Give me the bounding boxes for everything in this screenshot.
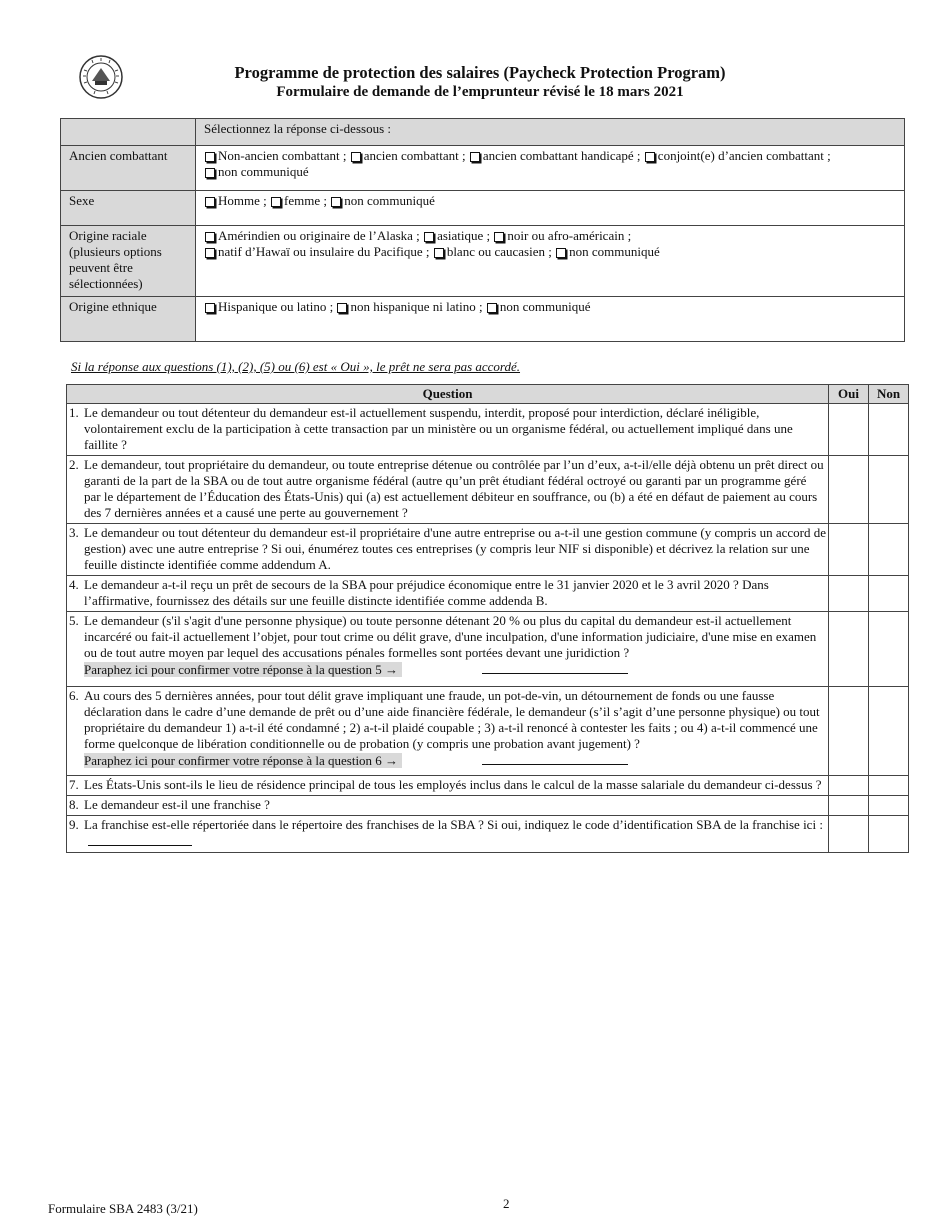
question-cell	[67, 612, 829, 687]
answer-yes-cell-6[interactable]	[829, 687, 869, 776]
yes-column-header: Oui	[829, 385, 869, 404]
ethnicity-option-label: Hispanique ou latino ;	[218, 299, 334, 314]
race-asian-checkbox[interactable]	[424, 232, 434, 242]
form-identifier: Formulaire SBA 2483 (3/21)	[48, 1201, 198, 1216]
answer-no-cell-8[interactable]	[869, 796, 909, 816]
answer-yes-cell-4[interactable]	[829, 576, 869, 612]
race-option-label: noir ou afro-américain ;	[507, 228, 632, 243]
answer-yes-cell-9[interactable]	[829, 816, 869, 853]
question-row-4	[67, 576, 909, 612]
question-cell	[67, 776, 829, 796]
race-black-checkbox[interactable]	[494, 232, 504, 242]
answer-yes-cell-2[interactable]	[829, 456, 869, 524]
question-number: 5.	[69, 613, 79, 628]
ethnicity-options	[196, 297, 905, 342]
sex-options	[196, 191, 905, 226]
question-text: Le demandeur a-t-il reçu un prêt de secours de la SBA pour préjudice économique entre le 31 janvier 2020 et le 3 avril 2020 ? Dans l’affirmative, fournissez des détails sur une feuille distincte identifiée comme addenda B.	[84, 577, 769, 608]
veteran-option-label: Non-ancien combattant ;	[218, 148, 347, 163]
answer-no-cell-7[interactable]	[869, 776, 909, 796]
veteran-spouse-checkbox[interactable]	[645, 152, 655, 162]
race-pacific-islander-checkbox[interactable]	[205, 248, 215, 258]
sex-row	[61, 191, 905, 226]
franchise-code-field[interactable]	[88, 833, 192, 846]
question-cell	[67, 456, 829, 524]
question-column-header: Question	[67, 385, 829, 404]
demographics-header-blank	[61, 119, 196, 146]
demographics-table	[60, 118, 905, 342]
veteran-non-checkbox[interactable]	[205, 152, 215, 162]
race-option-label: non communiqué	[569, 244, 660, 259]
question-number: 8.	[69, 797, 79, 812]
answer-yes-cell-7[interactable]	[829, 776, 869, 796]
question-number: 9.	[69, 817, 79, 832]
veteran-option-label: ancien combattant handicapé ;	[482, 148, 641, 163]
answer-yes-cell-3[interactable]	[829, 524, 869, 576]
document-subtitle: Formulaire de demande de l’emprunteur révisé le 18 mars 2021	[276, 84, 684, 100]
question-number: 3.	[69, 525, 79, 540]
answer-no-cell-3[interactable]	[869, 524, 909, 576]
answer-no-cell-2[interactable]	[869, 456, 909, 524]
question-text: La franchise est-elle répertoriée dans le répertoire des franchises de la SBA ? Si oui, indiquez le code d’identification SBA de la franchise ici :	[84, 817, 823, 832]
question-text: Le demandeur ou tout détenteur du demandeur est-il propriétaire d'une autre entreprise ou a-t-il une gestion commune (y compris un accord de gestion) avec une autre entreprise ? Si oui, énumérez toutes ces entreprises (y compris leur NIF si disponible) et décrivez la relation sur une feuille distincte identifiée comme addendum A.	[84, 525, 826, 572]
race-option-label: asiatique ;	[437, 228, 491, 243]
question-cell	[67, 524, 829, 576]
demographics-header-row	[61, 119, 905, 146]
question-row-9	[67, 816, 909, 853]
sex-option-label: Homme ;	[218, 193, 267, 208]
question-row-2	[67, 456, 909, 524]
veteran-label: Ancien combattant	[61, 146, 196, 191]
initial-field-q5[interactable]	[482, 661, 628, 674]
veteran-yes-checkbox[interactable]	[351, 152, 361, 162]
initial-prompt-q5: Paraphez ici pour confirmer votre réponse à la question 5 →	[84, 662, 402, 677]
sex-male-checkbox[interactable]	[205, 197, 215, 207]
question-row-1	[67, 404, 909, 456]
question-number: 6.	[69, 688, 79, 703]
question-cell	[67, 576, 829, 612]
veteran-options	[196, 146, 905, 191]
answer-yes-cell-1[interactable]	[829, 404, 869, 456]
question-text: Le demandeur (s'il s'agit d'une personne physique) ou toute personne détenant 20 % ou plus du capital du demandeur est-il actuellement incarcéré ou fait-il actuellement l’objet, pour tout crime ou délit grave, d'une inculpation, d'une information judiciaire, d'une mise en examen ou de tout autre moyen par lequel des accusations pénales formelles sont portées devant une juridiction ?	[84, 613, 817, 660]
question-row-8	[67, 796, 909, 816]
question-number: 1.	[69, 405, 79, 420]
sex-undisclosed-checkbox[interactable]	[331, 197, 341, 207]
sba-seal-logo	[78, 54, 124, 100]
sex-label: Sexe	[61, 191, 196, 226]
denial-warning: Si la réponse aux questions (1), (2), (5) ou (6) est « Oui », le prêt ne sera pas accordé.	[71, 359, 521, 374]
question-cell	[67, 687, 829, 776]
ethnicity-hispanic-checkbox[interactable]	[205, 303, 215, 313]
answer-no-cell-1[interactable]	[869, 404, 909, 456]
veteran-option-label: non communiqué	[218, 164, 309, 179]
question-text: Les États-Unis sont-ils le lieu de résidence principal de tous les employés inclus dans le calcul de la masse salariale du demandeur ci-dessus ?	[84, 777, 822, 792]
question-text: Au cours des 5 dernières années, pour tout délit grave impliquant une fraude, un pot-de-vin, un détournement de fonds ou une fausse déclaration dans le cadre d’une demande de prêt ou d’une aide financière fédérale, le demandeur (s’il s’agit d’une personne physique) ou tout propriétaire du demandeur 1) a-t-il été condamné ; 2) a-t-il plaidé coupable ; 3) a-t-il renoncé à contester les faits ; ou 4) a-t-il commencé une forme quelconque de libération conditionnelle ou de probation (y compris une probation avant jugement) ?	[84, 688, 820, 751]
question-cell	[67, 404, 829, 456]
initial-field-q6[interactable]	[482, 752, 628, 765]
race-option-label: blanc ou caucasien ;	[446, 244, 552, 259]
document-header	[160, 63, 800, 101]
question-number: 2.	[69, 457, 79, 472]
veteran-option-label: conjoint(e) d’ancien combattant ;	[657, 148, 831, 163]
ethnicity-option-label: non communiqué	[499, 299, 591, 314]
race-options	[196, 226, 905, 297]
question-text: Le demandeur ou tout détenteur du demandeur est-il actuellement suspendu, interdit, proposé pour interdiction, déclaré inéligible, volontairement exclu de la participation à cette transaction par un ministère ou un organisme fédéral, ou actuellement impliqué dans une faillite ?	[84, 405, 793, 452]
ethnicity-label: Origine ethnique	[61, 297, 196, 342]
answer-yes-cell-8[interactable]	[829, 796, 869, 816]
questions-header-row	[67, 385, 909, 404]
ethnicity-non-hispanic-checkbox[interactable]	[337, 303, 347, 313]
question-row-3	[67, 524, 909, 576]
sex-option-label: femme ;	[284, 193, 327, 208]
race-row	[61, 226, 905, 297]
sex-option-label: non communiqué	[344, 193, 435, 208]
ethnicity-row	[61, 297, 905, 342]
question-cell	[67, 796, 829, 816]
answer-yes-cell-5[interactable]	[829, 612, 869, 687]
sex-female-checkbox[interactable]	[271, 197, 281, 207]
answer-no-cell-9[interactable]	[869, 816, 909, 853]
veteran-row	[61, 146, 905, 191]
initial-prompt-q6: Paraphez ici pour confirmer votre réponse à la question 6 →	[84, 753, 402, 768]
ethnicity-undisclosed-checkbox[interactable]	[487, 303, 497, 313]
answer-no-cell-5[interactable]	[869, 612, 909, 687]
veteran-option-label: ancien combattant ;	[363, 148, 466, 163]
question-cell	[67, 816, 829, 853]
questions-table	[66, 384, 909, 853]
question-text: Le demandeur est-il une franchise ?	[84, 797, 270, 812]
page-number: 2	[503, 1196, 510, 1211]
question-row-6	[67, 687, 909, 776]
veteran-disabled-checkbox[interactable]	[470, 152, 480, 162]
race-label: Origine raciale (plusieurs options peuvent être sélectionnées)	[61, 226, 196, 297]
demographics-instruction: Sélectionnez la réponse ci-dessous :	[196, 119, 905, 146]
question-number: 7.	[69, 777, 79, 792]
question-number: 4.	[69, 577, 79, 592]
answer-no-cell-6[interactable]	[869, 687, 909, 776]
veteran-undisclosed-checkbox[interactable]	[205, 168, 215, 178]
document-title: Programme de protection des salaires (Paycheck Protection Program)	[234, 63, 726, 82]
no-column-header: Non	[869, 385, 909, 404]
question-row-5	[67, 612, 909, 687]
question-row-7	[67, 776, 909, 796]
answer-no-cell-4[interactable]	[869, 576, 909, 612]
race-option-label: natif d’Hawaï ou insulaire du Pacifique ;	[218, 244, 430, 259]
race-undisclosed-checkbox[interactable]	[556, 248, 566, 258]
race-white-checkbox[interactable]	[434, 248, 444, 258]
race-option-label: Amérindien ou originaire de l’Alaska ;	[218, 228, 420, 243]
ethnicity-option-label: non hispanique ni latino ;	[350, 299, 483, 314]
question-text: Le demandeur, tout propriétaire du demandeur, ou toute entreprise détenue ou contrôlée par l’un d’eux, a-t-il/elle déjà obtenu un prêt direct ou garanti de la part de la SBA ou de tout autre organisme fédéral (autre qu’un prêt étudiant fédéral octroyé ou garanti par un programme géré par le département de l’Éducation des États-Unis) qui (a) est actuellement débiteur en souffrance, ou (b) a été en défaut de paiement au cours des 7 dernières années et a causé une perte au gouvernement ?	[84, 457, 824, 520]
race-native-american-checkbox[interactable]	[205, 232, 215, 242]
